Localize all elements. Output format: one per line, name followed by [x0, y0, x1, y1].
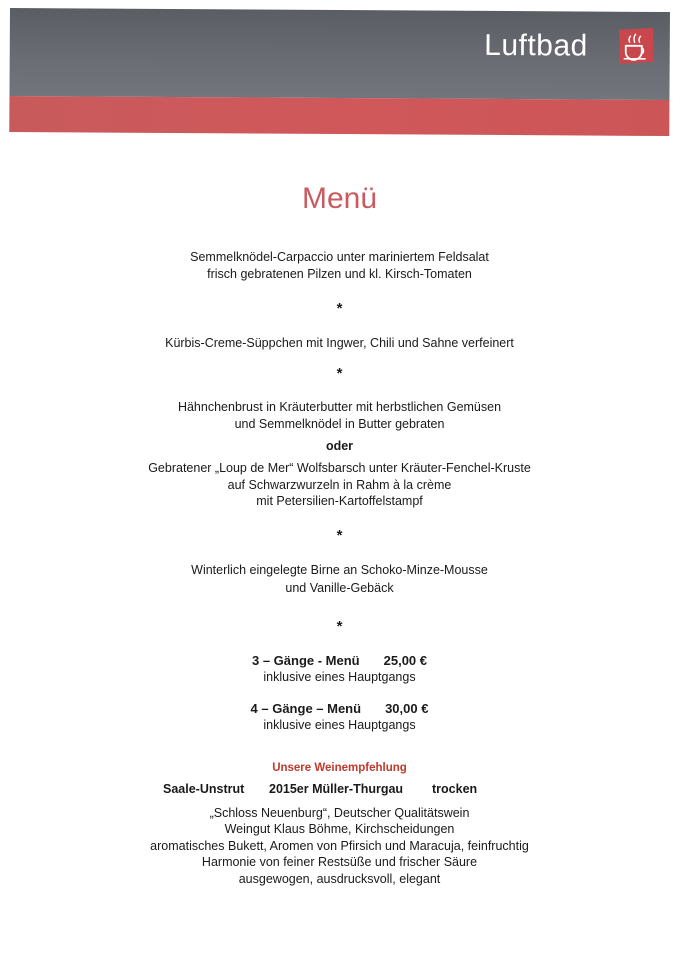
page-title: Menü — [301, 182, 378, 215]
price-label: 4 – Gänge – Menü — [250, 701, 362, 716]
wine-description-line: Harmonie von feiner Restsüße und frischer Säure — [201, 855, 478, 869]
coffee-cup-icon — [616, 26, 656, 66]
separator-star: * — [336, 618, 343, 635]
wine-style: trocken — [432, 782, 478, 796]
course3-option-a-line: Hähnchenbrust in Kräuterbutter mit herbstlichen Gemüsen — [177, 400, 502, 414]
separator-star: * — [336, 527, 343, 544]
price-note: inklusive eines Hauptgangs — [263, 718, 416, 732]
separator-star: * — [336, 300, 343, 317]
course1-line: frisch gebratenen Pilzen und kl. Kirsch-Tomaten — [207, 267, 472, 281]
course4-line: und Vanille-Gebäck — [285, 581, 394, 595]
course3-option-b-line: auf Schwarzwurzeln in Rahm à la crème — [227, 478, 452, 492]
course3-option-b-line: Gebratener „Loup de Mer“ Wolfsbarsch unter Kräuter-Fenchel-Kruste — [148, 461, 531, 475]
wine-name: 2015er Müller-Thurgau — [269, 782, 404, 796]
price-row-3-courses — [0, 653, 679, 668]
course4-line: Winterlich eingelegte Birne an Schoko-Minze-Mousse — [191, 563, 488, 577]
price-value: 30,00 € — [385, 701, 429, 716]
wine-region: Saale-Unstrut — [163, 782, 245, 796]
wine-description-line: aromatisches Bukett, Aromen von Pfirsich und Maracuja, feinfruchtig — [150, 839, 529, 853]
or-label: oder — [325, 439, 354, 453]
brand-name: Luftbad — [484, 28, 588, 63]
wine-description-line: ausgewogen, ausdrucksvoll, elegant — [238, 872, 441, 886]
separator-star: * — [336, 365, 343, 382]
wine-heading: Unsere Weinempfehlung — [272, 762, 407, 774]
price-row-4-courses — [0, 701, 679, 716]
header-red-band — [9, 96, 669, 136]
price-note: inklusive eines Hauptgangs — [263, 670, 416, 684]
price-label: 3 – Gänge - Menü — [251, 653, 360, 668]
course3-option-b-line: mit Petersilien-Kartoffelstampf — [256, 494, 423, 508]
price-value: 25,00 € — [383, 653, 427, 668]
wine-description-line: „Schloss Neuenburg“, Deutscher Qualitätswein — [209, 806, 470, 820]
course3-option-a-line: und Semmelknödel in Butter gebraten — [234, 417, 445, 431]
course2-line: Kürbis-Creme-Süppchen mit Ingwer, Chili und Sahne verfeinert — [165, 336, 514, 350]
header-banner — [9, 8, 670, 138]
course1-line: Semmelknödel-Carpaccio unter mariniertem Feldsalat — [190, 250, 489, 264]
wine-description-line: Weingut Klaus Böhme, Kirchscheidungen — [224, 822, 455, 836]
